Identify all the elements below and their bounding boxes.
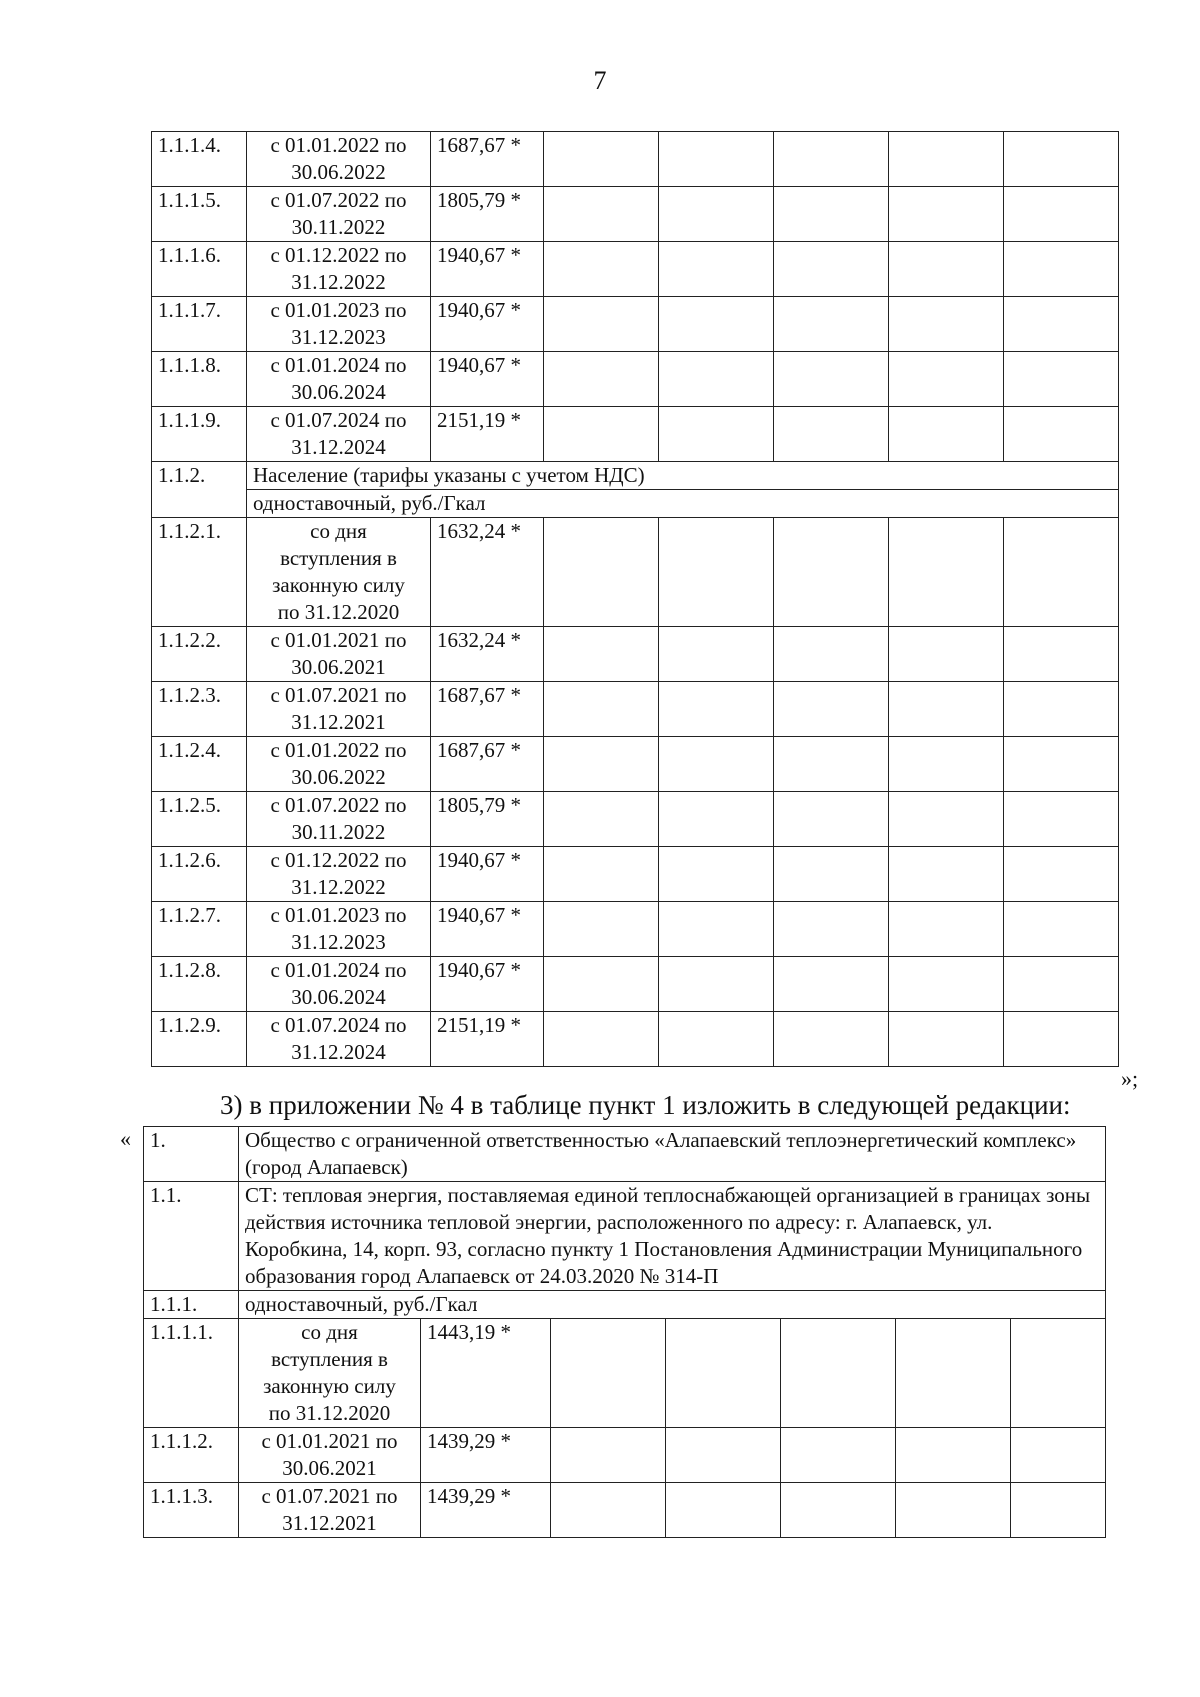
empty-cell bbox=[544, 682, 659, 737]
empty-cell bbox=[889, 627, 1004, 682]
empty-cell bbox=[774, 902, 889, 957]
tariff-row bbox=[152, 352, 1119, 407]
tariff-value: 1940,67 * bbox=[431, 847, 544, 902]
empty-cell bbox=[1004, 957, 1119, 1012]
empty-cell bbox=[774, 957, 889, 1012]
tariff-row bbox=[144, 1483, 1106, 1538]
row-code: 1.1.1.7. bbox=[152, 297, 247, 352]
empty-cell bbox=[774, 352, 889, 407]
period-line: 30.06.2022 bbox=[291, 765, 386, 789]
empty-cell bbox=[889, 902, 1004, 957]
row-code: 1.1.1.4. bbox=[152, 132, 247, 187]
period-cell bbox=[247, 187, 431, 242]
tariff-row bbox=[152, 792, 1119, 847]
period-cell bbox=[247, 242, 431, 297]
group-subtitle-row bbox=[152, 490, 1119, 518]
period-line: 31.12.2022 bbox=[291, 270, 386, 294]
empty-cell bbox=[1011, 1319, 1106, 1428]
period-line: с 01.12.2022 по bbox=[270, 243, 407, 267]
tariff-row bbox=[152, 627, 1119, 682]
empty-cell bbox=[1004, 847, 1119, 902]
empty-cell bbox=[544, 518, 659, 627]
period-cell bbox=[247, 682, 431, 737]
period-line: 30.06.2024 bbox=[291, 985, 386, 1009]
empty-cell bbox=[659, 132, 774, 187]
period-line: 31.12.2022 bbox=[291, 875, 386, 899]
period-line: с 01.01.2022 по bbox=[270, 133, 407, 157]
row-code: 1.1.2.3. bbox=[152, 682, 247, 737]
empty-cell bbox=[781, 1319, 896, 1428]
empty-cell bbox=[544, 792, 659, 847]
empty-cell bbox=[774, 242, 889, 297]
empty-cell bbox=[889, 792, 1004, 847]
empty-cell bbox=[1004, 627, 1119, 682]
empty-cell bbox=[544, 957, 659, 1012]
tariff-table-continued bbox=[151, 131, 1119, 1067]
period-cell bbox=[247, 407, 431, 462]
tariff-value: 2151,19 * bbox=[431, 407, 544, 462]
empty-cell bbox=[1004, 792, 1119, 847]
row-code: 1.1.2.7. bbox=[152, 902, 247, 957]
tariff-value: 1940,67 * bbox=[431, 297, 544, 352]
empty-cell bbox=[896, 1428, 1011, 1483]
period-line: с 01.07.2022 по bbox=[270, 188, 407, 212]
empty-cell bbox=[544, 847, 659, 902]
empty-cell bbox=[1004, 1012, 1119, 1067]
service-description: СТ: тепловая энергия, поставляемая единой теплоснабжающей организацией в границах зоны действия источника тепловой энергии, расположенного по адресу: г. Алапаевск, ул. Коробкина, 14, корп. 93, согласно пункту 1 Постановления Администрации Муниципального образования город Алапаевск от 24.03.2020 № 314-П bbox=[239, 1182, 1106, 1291]
period-line: 31.12.2021 bbox=[282, 1511, 377, 1535]
row-code: 1.1.1.2. bbox=[144, 1428, 239, 1483]
empty-cell bbox=[889, 132, 1004, 187]
tariff-row bbox=[152, 518, 1119, 627]
empty-cell bbox=[544, 407, 659, 462]
period-line: законную силу bbox=[272, 573, 405, 597]
page-number: 7 bbox=[593, 66, 607, 95]
empty-cell bbox=[774, 187, 889, 242]
empty-cell bbox=[1004, 737, 1119, 792]
period-line: вступления в bbox=[271, 1347, 388, 1371]
tariff-value: 1805,79 * bbox=[431, 792, 544, 847]
amendment-paragraph: 3) в приложении № 4 в таблице пункт 1 изложить в следующей редакции: bbox=[220, 1090, 1071, 1120]
empty-cell bbox=[781, 1483, 896, 1538]
empty-cell bbox=[659, 518, 774, 627]
period-cell bbox=[247, 1012, 431, 1067]
empty-cell bbox=[1004, 518, 1119, 627]
service-row bbox=[144, 1182, 1106, 1291]
empty-cell bbox=[659, 902, 774, 957]
tariff-row bbox=[152, 1012, 1119, 1067]
empty-cell bbox=[1011, 1483, 1106, 1538]
tariff-value: 1940,67 * bbox=[431, 902, 544, 957]
period-cell bbox=[247, 847, 431, 902]
period-line: с 01.01.2023 по bbox=[270, 903, 407, 927]
period-cell bbox=[247, 132, 431, 187]
tariff-row bbox=[152, 902, 1119, 957]
tariff-value: 1940,67 * bbox=[431, 242, 544, 297]
org-row bbox=[144, 1127, 1106, 1182]
empty-cell bbox=[1011, 1428, 1106, 1483]
opening-quote: « bbox=[120, 1126, 131, 1151]
tariff-value: 1687,67 * bbox=[431, 737, 544, 792]
empty-cell bbox=[896, 1483, 1011, 1538]
empty-cell bbox=[659, 187, 774, 242]
period-line: 30.06.2022 bbox=[291, 160, 386, 184]
tariff-value: 1632,24 * bbox=[431, 518, 544, 627]
period-line: с 01.07.2024 по bbox=[270, 408, 407, 432]
tariff-row bbox=[152, 737, 1119, 792]
tariff-row bbox=[152, 297, 1119, 352]
empty-cell bbox=[889, 187, 1004, 242]
period-line: 31.12.2024 bbox=[291, 435, 386, 459]
row-code: 1.1.1.1. bbox=[144, 1319, 239, 1428]
tariff-row bbox=[152, 242, 1119, 297]
empty-cell bbox=[1004, 297, 1119, 352]
tariff-value: 1439,29 * bbox=[421, 1428, 551, 1483]
period-line: 31.12.2024 bbox=[291, 1040, 386, 1064]
period-cell bbox=[239, 1319, 421, 1428]
period-cell bbox=[247, 352, 431, 407]
empty-cell bbox=[544, 902, 659, 957]
empty-cell bbox=[544, 627, 659, 682]
period-line: с 01.01.2024 по bbox=[270, 958, 407, 982]
period-line: с 01.01.2021 по bbox=[261, 1429, 398, 1453]
period-line: 30.06.2024 bbox=[291, 380, 386, 404]
empty-cell bbox=[774, 132, 889, 187]
row-code: 1.1.2.6. bbox=[152, 847, 247, 902]
tariff-table-new bbox=[143, 1126, 1106, 1538]
row-code: 1.1.2. bbox=[152, 462, 247, 518]
period-cell bbox=[239, 1483, 421, 1538]
empty-cell bbox=[544, 242, 659, 297]
empty-cell bbox=[889, 297, 1004, 352]
empty-cell bbox=[659, 957, 774, 1012]
empty-cell bbox=[1004, 132, 1119, 187]
empty-cell bbox=[774, 518, 889, 627]
empty-cell bbox=[544, 297, 659, 352]
empty-cell bbox=[551, 1483, 666, 1538]
empty-cell bbox=[1004, 902, 1119, 957]
row-code: 1.1.1.3. bbox=[144, 1483, 239, 1538]
period-line: по 31.12.2020 bbox=[268, 1401, 391, 1425]
empty-cell bbox=[544, 1012, 659, 1067]
period-cell bbox=[247, 902, 431, 957]
tariff-value: 1443,19 * bbox=[421, 1319, 551, 1428]
row-code: 1.1.1.5. bbox=[152, 187, 247, 242]
period-line: с 01.07.2021 по bbox=[261, 1484, 398, 1508]
empty-cell bbox=[659, 682, 774, 737]
empty-cell bbox=[1004, 682, 1119, 737]
tariff-row bbox=[152, 132, 1119, 187]
row-code: 1.1.1. bbox=[144, 1291, 239, 1319]
row-code: 1.1.2.4. bbox=[152, 737, 247, 792]
tariff-row bbox=[152, 407, 1119, 462]
period-line: с 01.01.2023 по bbox=[270, 298, 407, 322]
period-cell bbox=[247, 737, 431, 792]
period-line: 30.06.2021 bbox=[282, 1456, 377, 1480]
period-cell bbox=[247, 792, 431, 847]
empty-cell bbox=[659, 352, 774, 407]
period-line: с 01.12.2022 по bbox=[270, 848, 407, 872]
empty-cell bbox=[889, 518, 1004, 627]
empty-cell bbox=[544, 132, 659, 187]
period-line: со дня bbox=[310, 519, 367, 543]
row-code: 1.1. bbox=[144, 1182, 239, 1291]
tariff-row bbox=[144, 1428, 1106, 1483]
period-line: с 01.07.2024 по bbox=[270, 1013, 407, 1037]
group-row bbox=[152, 462, 1119, 490]
period-line: законную силу bbox=[263, 1374, 396, 1398]
group-subtitle: одноставочный, руб./Гкал bbox=[247, 490, 1119, 518]
empty-cell bbox=[1004, 187, 1119, 242]
empty-cell bbox=[781, 1428, 896, 1483]
row-code: 1.1.1.6. bbox=[152, 242, 247, 297]
period-cell bbox=[239, 1428, 421, 1483]
empty-cell bbox=[774, 792, 889, 847]
tariff-value: 1687,67 * bbox=[431, 682, 544, 737]
tariff-row bbox=[152, 957, 1119, 1012]
empty-cell bbox=[774, 737, 889, 792]
empty-cell bbox=[544, 187, 659, 242]
row-code: 1.1.2.2. bbox=[152, 627, 247, 682]
row-code: 1.1.2.8. bbox=[152, 957, 247, 1012]
empty-cell bbox=[659, 297, 774, 352]
row-code: 1. bbox=[144, 1127, 239, 1182]
period-cell bbox=[247, 297, 431, 352]
tariff-row bbox=[152, 682, 1119, 737]
tariff-value: 1940,67 * bbox=[431, 352, 544, 407]
empty-cell bbox=[659, 792, 774, 847]
empty-cell bbox=[659, 407, 774, 462]
period-line: со дня bbox=[301, 1320, 358, 1344]
empty-cell bbox=[774, 847, 889, 902]
empty-cell bbox=[659, 737, 774, 792]
row-code: 1.1.2.9. bbox=[152, 1012, 247, 1067]
org-name: Общество с ограниченной ответственностью «Алапаевский теплоэнергетический комплекс» (город Алапаевск) bbox=[239, 1127, 1106, 1182]
empty-cell bbox=[659, 847, 774, 902]
period-cell bbox=[247, 957, 431, 1012]
empty-cell bbox=[889, 957, 1004, 1012]
closing-quote: »; bbox=[1121, 1066, 1139, 1091]
empty-cell bbox=[774, 407, 889, 462]
row-code: 1.1.1.8. bbox=[152, 352, 247, 407]
empty-cell bbox=[666, 1319, 781, 1428]
empty-cell bbox=[1004, 242, 1119, 297]
period-line: вступления в bbox=[280, 546, 397, 570]
empty-cell bbox=[666, 1428, 781, 1483]
period-line: по 31.12.2020 bbox=[277, 600, 400, 624]
empty-cell bbox=[666, 1483, 781, 1538]
empty-cell bbox=[774, 627, 889, 682]
empty-cell bbox=[889, 242, 1004, 297]
tariff-value: 1687,67 * bbox=[431, 132, 544, 187]
empty-cell bbox=[659, 242, 774, 297]
empty-cell bbox=[889, 737, 1004, 792]
period-line: 30.06.2021 bbox=[291, 655, 386, 679]
empty-cell bbox=[551, 1319, 666, 1428]
period-line: с 01.01.2022 по bbox=[270, 738, 407, 762]
empty-cell bbox=[774, 297, 889, 352]
tariff-value: 1805,79 * bbox=[431, 187, 544, 242]
period-line: с 01.07.2021 по bbox=[270, 683, 407, 707]
tariff-value: 1439,29 * bbox=[421, 1483, 551, 1538]
period-cell bbox=[247, 518, 431, 627]
empty-cell bbox=[889, 407, 1004, 462]
period-line: 31.12.2023 bbox=[291, 930, 386, 954]
empty-cell bbox=[889, 682, 1004, 737]
period-line: с 01.01.2024 по bbox=[270, 353, 407, 377]
row-code: 1.1.2.5. bbox=[152, 792, 247, 847]
empty-cell bbox=[659, 1012, 774, 1067]
empty-cell bbox=[1004, 407, 1119, 462]
tariff-value: 1632,24 * bbox=[431, 627, 544, 682]
empty-cell bbox=[889, 1012, 1004, 1067]
empty-cell bbox=[551, 1428, 666, 1483]
tariff-row bbox=[152, 187, 1119, 242]
period-line: 30.11.2022 bbox=[291, 820, 386, 844]
empty-cell bbox=[896, 1319, 1011, 1428]
tariff-row bbox=[152, 847, 1119, 902]
group-row bbox=[144, 1291, 1106, 1319]
empty-cell bbox=[1004, 352, 1119, 407]
group-title: Население (тарифы указаны с учетом НДС) bbox=[247, 462, 1119, 490]
period-line: с 01.07.2022 по bbox=[270, 793, 407, 817]
row-code: 1.1.2.1. bbox=[152, 518, 247, 627]
empty-cell bbox=[889, 847, 1004, 902]
period-line: 30.11.2022 bbox=[291, 215, 386, 239]
row-code: 1.1.1.9. bbox=[152, 407, 247, 462]
period-line: с 01.01.2021 по bbox=[270, 628, 407, 652]
empty-cell bbox=[774, 1012, 889, 1067]
empty-cell bbox=[889, 352, 1004, 407]
tariff-row bbox=[144, 1319, 1106, 1428]
period-line: 31.12.2021 bbox=[291, 710, 386, 734]
empty-cell bbox=[659, 627, 774, 682]
period-line: 31.12.2023 bbox=[291, 325, 386, 349]
empty-cell bbox=[774, 682, 889, 737]
empty-cell bbox=[544, 737, 659, 792]
group-title: одноставочный, руб./Гкал bbox=[239, 1291, 1106, 1319]
tariff-value: 1940,67 * bbox=[431, 957, 544, 1012]
tariff-value: 2151,19 * bbox=[431, 1012, 544, 1067]
period-cell bbox=[247, 627, 431, 682]
empty-cell bbox=[544, 352, 659, 407]
